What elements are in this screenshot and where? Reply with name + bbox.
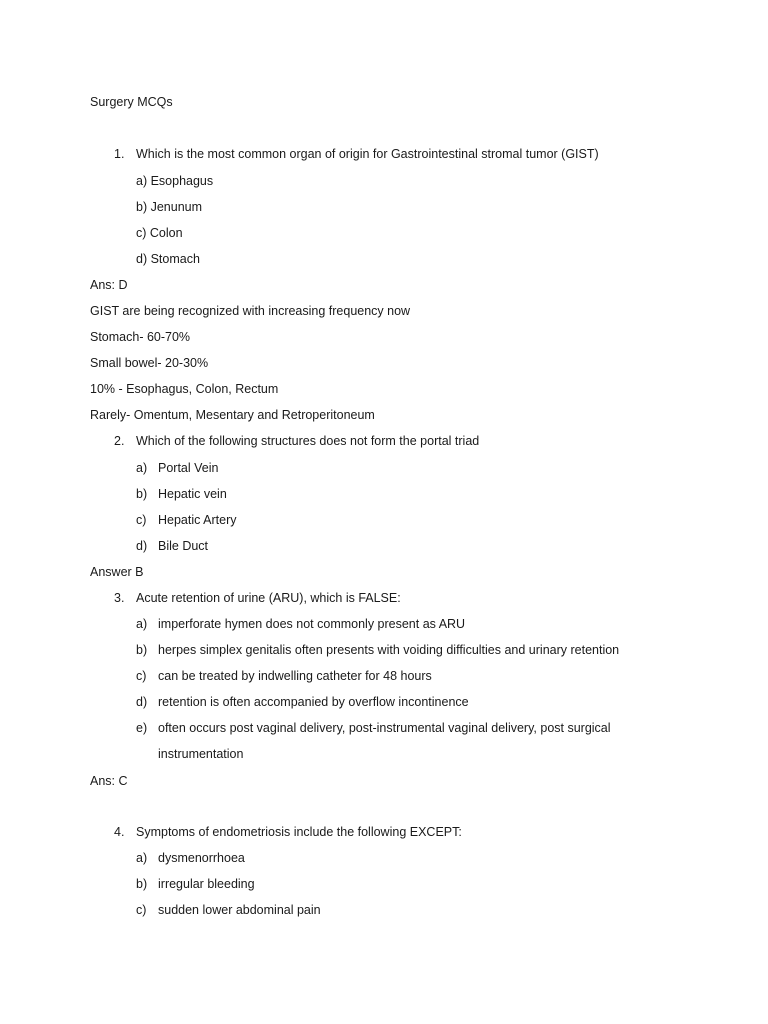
option-text: dysmenorrhoea (158, 851, 245, 865)
option-text: can be treated by indwelling catheter for 48 hours (158, 669, 432, 683)
question-text: Symptoms of endometriosis include the following EXCEPT: (136, 825, 462, 839)
note: GIST are being recognized with increasing frequency now (90, 304, 411, 318)
question-text: Acute retention of urine (ARU), which is FALSE: (136, 591, 401, 605)
option-letter: c) (136, 513, 147, 527)
option-text: often occurs post vaginal delivery, post-instrumental vaginal delivery, post surgical (158, 721, 611, 735)
option-text: sudden lower abdominal pain (158, 903, 321, 917)
option-letter: c) (136, 669, 147, 683)
option-letter: b) (136, 487, 148, 501)
option-letter: b) (136, 643, 148, 657)
note: Stomach- 60-70% (90, 330, 191, 344)
option-text: retention is often accompanied by overflow incontinence (158, 695, 469, 709)
option-d: d) Stomach (136, 252, 200, 266)
option-letter: e) (136, 721, 148, 735)
option-text: Hepatic vein (158, 487, 227, 501)
option-text: Hepatic Artery (158, 513, 237, 527)
option-letter: d) (136, 695, 148, 709)
question-number: 3. (114, 591, 125, 605)
option-text: imperforate hymen does not commonly present as ARU (158, 617, 466, 631)
document-title: Surgery MCQs (90, 95, 173, 109)
question-number: 4. (114, 825, 125, 839)
note: Rarely- Omentum, Mesentary and Retroperitoneum (90, 408, 375, 422)
answer: Answer B (90, 565, 144, 579)
answer: Ans: C (90, 774, 128, 788)
option-b: b) Jenunum (136, 200, 203, 214)
option-c: c) Colon (136, 226, 183, 240)
answer: Ans: D (90, 278, 128, 292)
option-letter: a) (136, 461, 148, 475)
question-number: 2. (114, 434, 125, 448)
option-letter: d) (136, 539, 148, 553)
option-text-continued: instrumentation (158, 747, 244, 761)
question-text: Which of the following structures does not form the portal triad (136, 434, 480, 448)
option-letter: b) (136, 877, 148, 891)
option-text: herpes simplex genitalis often presents with voiding difficulties and urinary retention (158, 643, 620, 657)
option-letter: c) (136, 903, 147, 917)
note: 10% - Esophagus, Colon, Rectum (90, 382, 279, 396)
option-a: a) Esophagus (136, 174, 214, 188)
option-text: Bile Duct (158, 539, 209, 553)
option-letter: a) (136, 617, 148, 631)
question-text: Which is the most common organ of origin for Gastrointestinal stromal tumor (GIST) (136, 147, 599, 161)
note: Small bowel- 20-30% (90, 356, 209, 370)
question-number: 1. (114, 147, 125, 161)
option-letter: a) (136, 851, 148, 865)
option-text: Portal Vein (158, 461, 219, 475)
option-text: irregular bleeding (158, 877, 255, 891)
